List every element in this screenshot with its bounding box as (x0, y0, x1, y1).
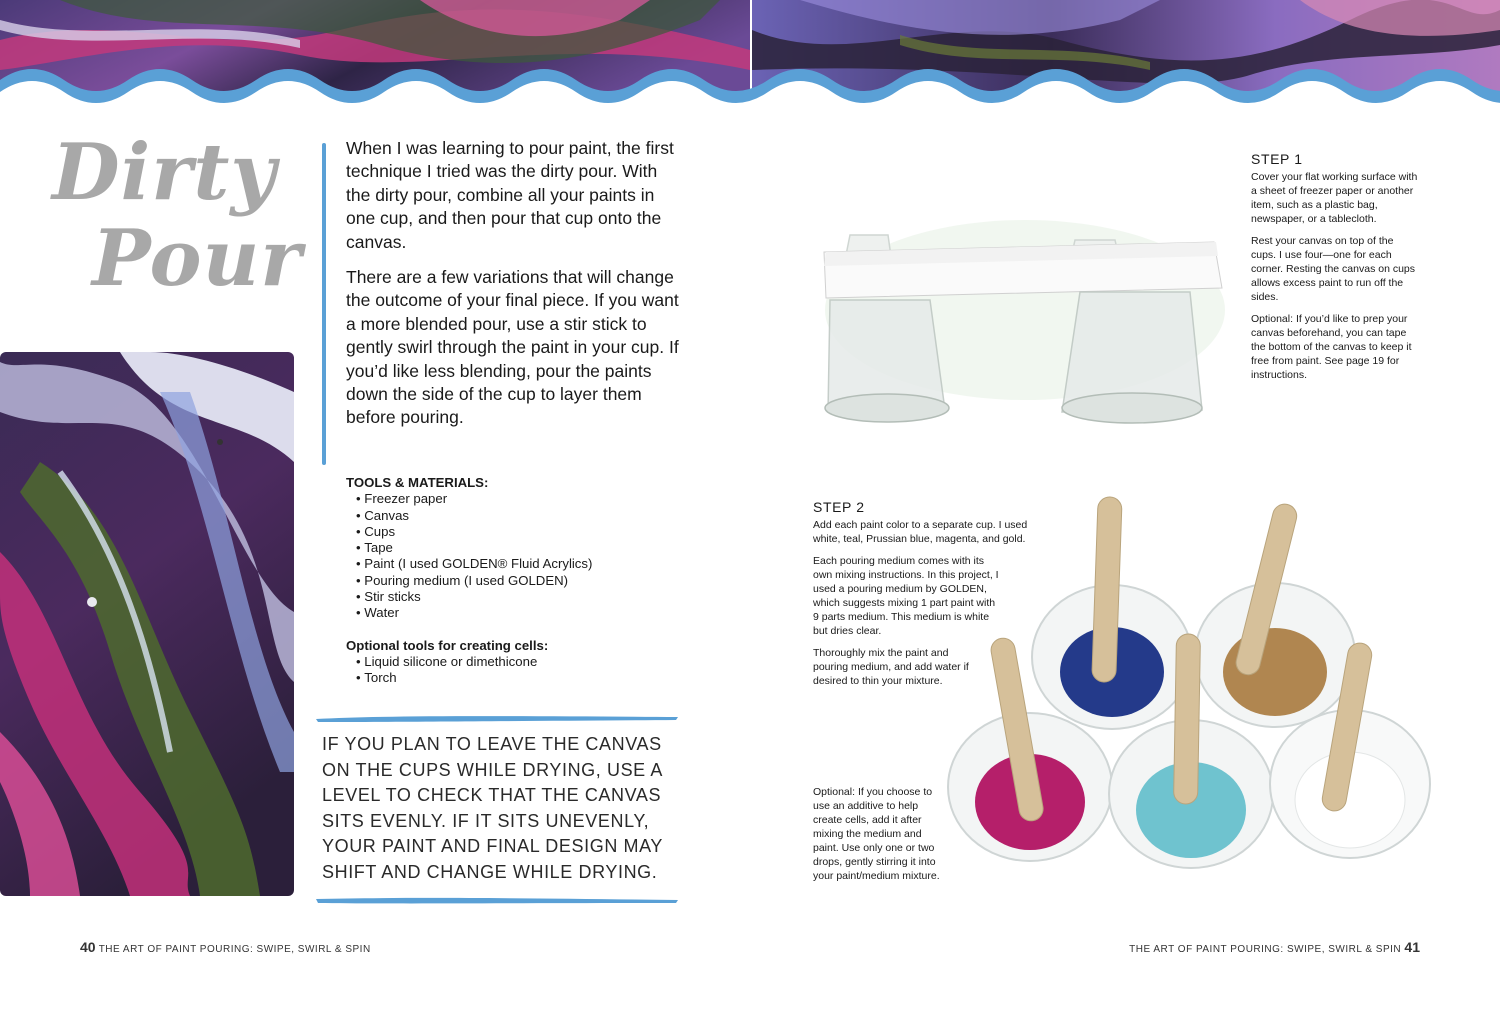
page-number-left: 40 (80, 939, 96, 955)
list-item: • Water (356, 605, 686, 621)
list-item: • Cups (356, 524, 686, 540)
callout-top-brushstroke (314, 713, 680, 723)
footer-book-title-right: THE ART OF PAINT POURING: SWIPE, SWIRL & SPIN (1129, 944, 1402, 955)
paint-cups-photo (945, 492, 1435, 912)
callout-bottom-brushstroke (314, 895, 680, 905)
optional-tools-items (346, 654, 686, 687)
intro-paragraph-1: When I was learning to pour paint, the first technique I tried was the dirty pour. With the dirty pour, combine all your paints in one cup, and then pour that cup onto the canvas. (346, 138, 674, 252)
intro-paragraph-2: There are a few variations that will change the outcome of your final piece. If you want a more blended pour, use a stir stick to gently swirl through the paint in your cup. If you’d like less blending, pour the paints down the side of the cup to layer them before pouring. (346, 267, 679, 428)
list-item: • Freezer paper (356, 491, 686, 507)
list-item: • Liquid silicone or dimethicone (356, 654, 686, 670)
vertical-accent-bar (322, 143, 326, 465)
tools-heading: TOOLS & MATERIALS: (346, 475, 489, 490)
page-title (52, 127, 312, 340)
tools-materials-list (346, 475, 686, 687)
title-line-2: Pour (92, 213, 303, 304)
intro-text (346, 137, 686, 442)
footer-left (80, 939, 371, 955)
step-2-optional (813, 785, 948, 891)
step-2-optional-text: Optional: If you choose to use an additive to help create cells, add it after mixing the medium and paint. Use only one or two drops, gently stirring it into your paint/medium mixture. (813, 786, 940, 882)
step-2-paragraph-2: Each pouring medium comes with its own mixing instructions. In this project, I used a pouring medium by GOLDEN, which suggests mixing 1 part paint with 9 parts medium. This medium is white but dries clear. (813, 555, 999, 637)
marbled-canvas-photo (0, 352, 296, 898)
page-number-right: 41 (1404, 939, 1420, 955)
step-2-paragraph-1: Add each paint color to a separate cup. I used white, teal, Prussian blue, magenta, and gold. (813, 519, 1028, 545)
step-2-heading: STEP 2 (813, 499, 865, 515)
canvas-on-cups-photo (810, 160, 1240, 430)
tools-items (346, 491, 686, 621)
list-item: • Canvas (356, 508, 686, 524)
step-1-paragraph-1: Cover your flat working surface with a sheet of freezer paper or another item, such as a plastic bag, newspaper, or a tablecloth. (1251, 171, 1418, 225)
footer-right (1129, 939, 1420, 955)
list-item: • Paint (I used GOLDEN® Fluid Acrylics) (356, 556, 686, 572)
step-1-heading: STEP 1 (1251, 151, 1303, 167)
marbled-paint-banner (0, 0, 1500, 115)
title-line-1: Dirty (52, 127, 277, 218)
callout-tip: IF YOU PLAN TO LEAVE THE CANVAS ON THE CUPS WHILE DRYING, USE A LEVEL TO CHECK THAT THE CANVAS SITS EVENLY. IF IT SITS UNEVENLY, YOUR PAINT AND FINAL DESIGN MAY SHIFT AND CHANGE WHILE DRYING. (322, 734, 663, 882)
list-item: • Tape (356, 540, 686, 556)
step-2-paragraph-3: Thoroughly mix the paint and pouring medium, and add water if desired to thin your mixture. (813, 647, 969, 687)
step-1-paragraph-3: Optional: If you’d like to prep your canvas beforehand, you can tape the bottom of the canvas to keep it free from paint. See page 19 for instructions. (1251, 313, 1412, 381)
footer-book-title-left: THE ART OF PAINT POURING: SWIPE, SWIRL & SPIN (98, 944, 371, 955)
list-item: • Torch (356, 670, 686, 686)
step-1-paragraph-2: Rest your canvas on top of the cups. I use four—one for each corner. Resting the canvas on cups allows excess paint to run off the sides. (1251, 235, 1416, 303)
step-1 (1251, 151, 1421, 390)
list-item: • Pouring medium (I used GOLDEN) (356, 573, 686, 589)
optional-tools-heading: Optional tools for creating cells: (346, 637, 549, 653)
list-item: • Stir sticks (356, 589, 686, 605)
